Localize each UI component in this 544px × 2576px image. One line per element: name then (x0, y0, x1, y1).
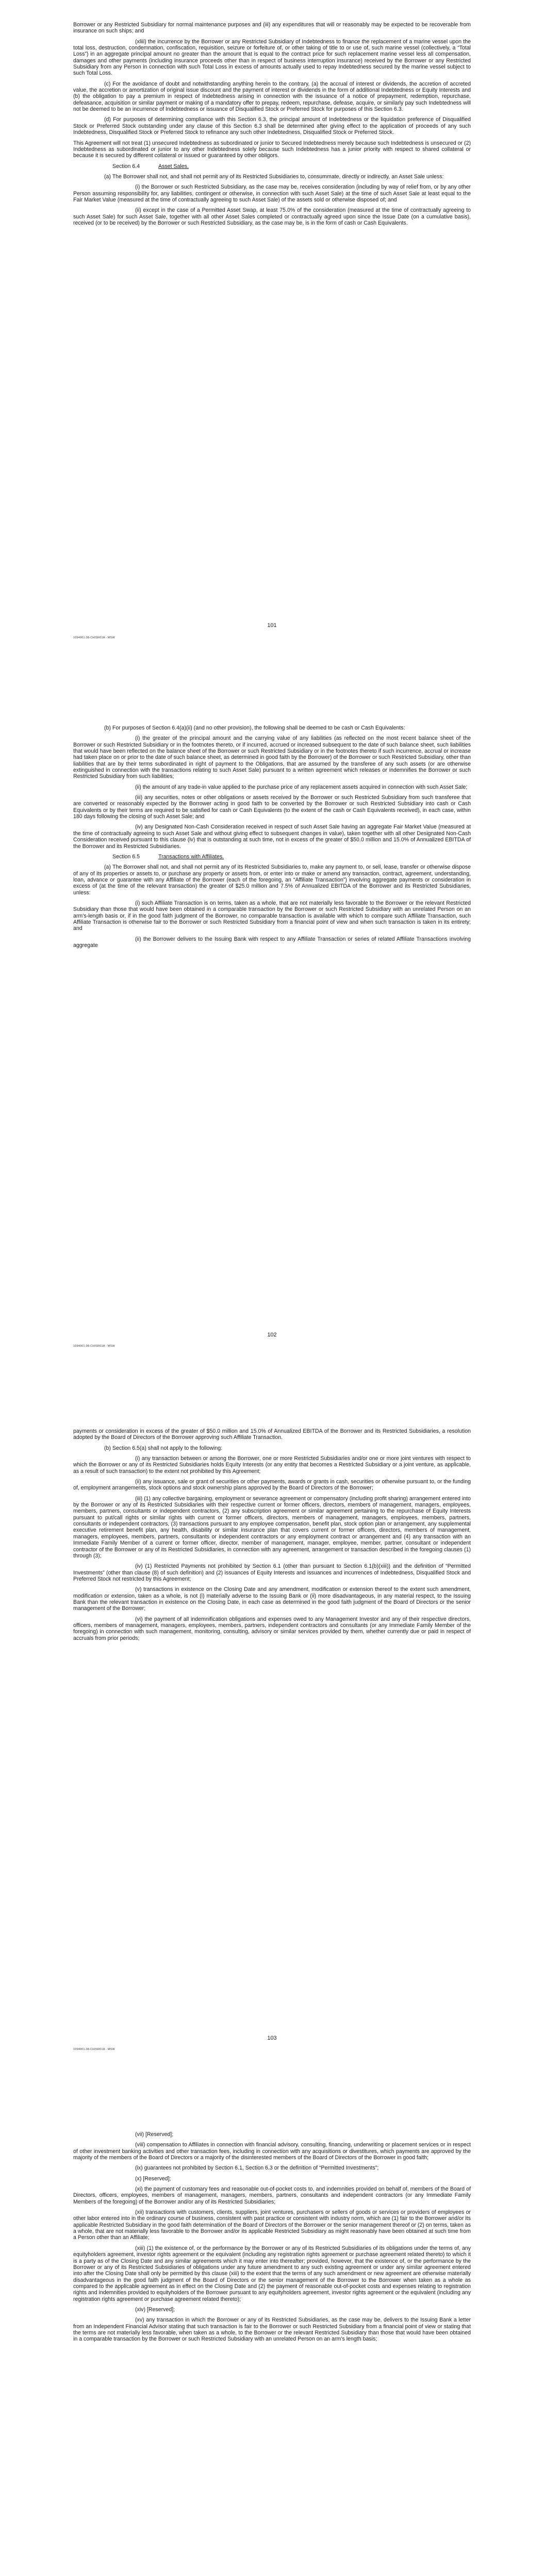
page-footer: 1094001.08-CHISR01A - MSW (73, 2048, 115, 2051)
page-body (73, 22, 471, 226)
paragraph: (viii) compensation to Affiliates in connection with financial advisory, consulting, financing, underwriting or placement services or in respect of other investment banking activities and other transaction fees, including in connection with any acquisitions or divestitures, which payments are approved by the majority of the members of the Board of Directors or a majority of the disinterested members of the Board of Directors of the Borrower in good faith; (73, 2142, 471, 2161)
paragraph: (iv) any Designated Non-Cash Consideration received in respect of such Asset Sale having an aggregate Fair Market Value (measured at the time of contractually agreeing to such Asset Sale and without giving effect to subsequent changes in value), taken together with all other Designated Non-Cash Consideration received pursuant to this clause (iv) that is outstanding at such time, not in excess of the greater of $50.0 million and 15.0% of Annualized EBITDA of the Borrower and its Restricted Subsidiaries. (73, 824, 471, 850)
paragraph: (a) The Borrower shall not, and shall not permit any of its Restricted Subsidiaries to, make any payment to, or sell, lease, transfer or otherwise dispose of any of its properties or assets to, or purchase any property or assets from, or enter into or make or amend any transaction, contract, agreement, understanding, loan, advance or guarantee with any Affiliate of the Borrower (each of the foregoing, an “Affiliate Transaction”) involving aggregate payments or consideration in excess of (at the time of the relevant transaction) the greater of $25.0 million and 7.5% of Annualized EBITDA of the Borrower and its Restricted Subsidiaries, unless: (73, 864, 471, 896)
page-number: 102 (267, 1332, 277, 1338)
page-body (73, 2131, 471, 2343)
paragraph: (iv) (1) Restricted Payments not prohibited by Section 6.1 (other than pursuant to Section 6.1(b)(xiii)) and the definition of “Permitted Investments” (other than clause (8) of such definition) and (2) issuances of Equity Interests and issuances and incurrences of Indebtedness, Disqualified Stock and Preferred Stock not restricted by this Agreement; (73, 1563, 471, 1582)
page-body (73, 725, 471, 948)
paragraph: (xiv) [Reserved]; (135, 2306, 175, 2313)
page-footer: 1094001.08-CHISR01A - MSW (73, 1345, 115, 1348)
paragraph: (xii) transactions with customers, clients, suppliers, joint ventures, purchasers or sellers of goods or services or providers of employees or other labor entered into in the ordinary course of business, consistent with past practice or consistent with industry norm, which are (1) fair to the Borrower and/or its applicable Restricted Subsidiary in the good faith determination of the Board of Directors of the Borrower or the senior management thereof or (2) on terms, taken as a whole, that are not materially less favorable to the Borrower and/or its applicable Restricted Subsidiary as might reasonably have been obtained at such time from a Person other than an Affiliate; (73, 2209, 471, 2241)
paragraph: (ii) the amount of any trade-in value applied to the purchase price of any replacement assets acquired in connection with such Asset Sale; (135, 784, 468, 790)
paragraph: (b) For purposes of Section 6.4(a)(ii) (and no other provision), the following shall be deemed to be cash or Cash Equivalents: (104, 725, 405, 731)
paragraph: (ii) the Borrower delivers to the Issuing Bank with respect to any Affiliate Transaction or series of related Affiliate Transactions involving aggregate (73, 936, 471, 948)
section-title: Transactions with Affiliates. (158, 853, 224, 860)
page (0, 2110, 544, 2576)
paragraph: (ix) guarantees not prohibited by Section 6.1, Section 6.3 or the definition of “Permitted Investments”; (135, 2165, 379, 2172)
paragraph: (vii) [Reserved]; (135, 2131, 174, 2138)
paragraph: (x) [Reserved]; (135, 2175, 171, 2182)
paragraph: (d) For purposes of determining compliance with this Section 6.3, the principal amount of Indebtedness or the liquidation preference of Disqualified Stock or Preferred Stock outstanding under any clause of this Section 6.3 shall be determined after giving effect to the application of proceeds of any such Indebtedness, Disqualified Stock or Preferred Stock to refinance any such other Indebtedness, Disqualified Stock or Preferred Stock. (73, 116, 471, 136)
page-number: 101 (267, 622, 277, 629)
paragraph: (vi) the payment of all indemnification obligations and expenses owed to any Management Investor and any of their respective directors, officers, members of management, managers, employees, members, partners, independent contractors and consultants (or any Immediate Family Member of the foregoing) in connection with such management, monitoring, consulting, advisory or similar services provided by them, whether currently due or paid in respect of accruals from prior periods; (73, 1616, 471, 1641)
section-heading (73, 854, 471, 860)
paragraph: (i) the greater of the principal amount and the carrying value of any liabilities (as reflected on the most recent balance sheet of the Borrower or such Restricted Subsidiary or in the footnotes thereto, or if incurred, accrued or increased subsequent to the date of such balance sheet, such liabilities that would have been reflected on the balance sheet of the Borrower or such Restricted Subsidiary or in the footnotes thereto if such incurrence, accrual or increase had taken place on or prior to the date of such balance sheet, as determined in good faith by the Borrower) of the Borrower or such Restricted Subsidiary, other than liabilities that are by their terms subordinated in right of payment to the Obligations, that are assumed by the transferee of any such assets (or are otherwise extinguished in connection with the transactions relating to such Asset Sale) pursuant to a written agreement which releases or indemnifies the Borrower or such Restricted Subsidiary from such liabilities; (73, 735, 471, 780)
paragraph: (xi) the payment of customary fees and reasonable out-of-pocket costs to, and indemnities provided on behalf of, members of the Board of Directors, officers, employees, members of management, managers, members, partners, consultants and independent contractors (or any Immediate Family Members of the foregoing) of the Borrower and/or any of its Restricted Subsidiaries; (73, 2186, 471, 2205)
paragraph: (xiii) (1) the existence of, or the performance by the Borrower or any of its Restricted Subsidiaries of its obligations under the terms of, any equityholders agreement, investor rights agreement or the equivalent (including any registration rights agreement or purchase agreement related thereto) to which it is a party as of the Closing Date and any similar agreements which it may enter into thereafter; provided, however, that the existence of, or the performance by the Borrower or any of its Restricted Subsidiaries of obligations under any future amendment to any such existing agreement or under any similar agreement entered into after the Closing Date shall only be permitted by this clause (xiii) to the extent that the terms of any such amendment or new agreement are otherwise materially disadvantageous in the good faith judgment of the Board of Directors or the senior management of the Borrower to the Borrower when taken as a whole as compared to the applicable agreement as in effect on the Closing Date and (2) the payment of reasonable out-of-pocket costs and expenses relating to registration rights and indemnities provided to equityholders of the Borrower pursuant to any equityholders agreement, investor rights agreement or the equivalent (including any registration rights agreement or purchase agreement related thereto); (73, 2245, 471, 2302)
page-body (73, 1428, 471, 1641)
paragraph: (i) such Affiliate Transaction is on terms, taken as a whole, that are not materially less favorable to the Borrower or the relevant Restricted Subsidiary than those that would have been obtained in a comparable transaction by the Borrower or such Restricted Subsidiary with an unrelated Person on an arm’s-length basis or, if in the good faith judgment of the Borrower, no comparable transaction is available with which to compare such Affiliate Transaction, such Affiliate Transaction is otherwise fair to the Borrower or such Restricted Subsidiary from a financial point of view and when such transaction is taken in its entirety; and (73, 900, 471, 932)
page (0, 1406, 544, 2110)
paragraph: (xv) any transaction in which the Borrower or any of its Restricted Subsidiaries, as the case may be, delivers to the Issuing Bank a letter from an Independent Financial Advisor stating that such transaction is fair to the Borrower or such Restricted Subsidiary from a financial point of view or stating that the terms are not materially less favorable, when taken as a whole, to the Borrower or the relevant Restricted Subsidiary than those that would have been obtained in a comparable transaction by the Borrower or such Restricted Subsidiary with an unrelated Person on an arm’s length basis; (73, 2317, 471, 2343)
section-heading (73, 163, 471, 170)
page-footer: 1094001.08-CHISR01A - MSW (73, 636, 115, 639)
paragraph: Borrower or any Restricted Subsidiary for normal maintenance purposes and (iii) any expenditures that will or reasonably may be expected to be recoverable from insurance on such ships; and (73, 22, 471, 35)
paragraph: This Agreement will not treat (1) unsecured Indebtedness as subordinated or junior to Secured Indebtedness merely because such Indebtedness is unsecured or (2) Indebtedness as subordinated or junior to any other Indebtedness solely because such Indebtedness has a junior priority with respect to shared collateral or because it is secured by different collateral or issued or guaranteed by other obligors. (73, 140, 471, 159)
page (0, 0, 544, 703)
page (0, 703, 544, 1406)
paragraph: (ii) except in the case of a Permitted Asset Swap, at least 75.0% of the consideration (measured at the time of contractually agreeing to such Asset Sale) for such Asset Sale, together with all other Asset Sales completed or contractually agreed upon since the Issue Date (on a cumulative basis), received (or to be received) by the Borrower or such Restricted Subsidiary, as the case may be, is in the form of cash or Cash Equivalents. (73, 207, 471, 226)
paragraph: (c) For the avoidance of doubt and notwithstanding anything herein to the contrary, (a) the accrual of interest or dividends, the accretion of accreted value, the accretion or amortization of original issue discount and the payment of interest or dividends in the form of additional Indebtedness or Equity Interests and (b) the obligation to pay a premium in respect of Indebtedness arising in connection with the issuance of a notice of prepayment, redemption, repurchase, defeasance, acquisition or similar payment or making of a mandatory offer to prepay, redeem, repurchase, defease, acquire, or similarly pay such Indebtedness will not be deemed to be an incurrence of Indebtedness or issuance of Disqualified Stock or Preferred Stock for purposes of this Section 6.3. (73, 80, 471, 113)
page-number: 103 (267, 2035, 277, 2041)
paragraph: (i) any transaction between or among the Borrower, one or more Restricted Subsidiaries and/or one or more joint ventures with respect to which the Borrower or any of its Restricted Subsidiaries holds Equity Interests (or any entity that becomes a Restricted Subsidiary or a joint venture, as applicable, as a result of such transaction) to the extent not prohibited by this Agreement; (73, 1455, 471, 1475)
paragraph: (ii) any issuance, sale or grant of securities or other payments, awards or grants in cash, securities or otherwise pursuant to, or the funding of, employment arrangements, stock options and stock ownership plans approved by the Board of Directors of the Borrower; (73, 1479, 471, 1492)
paragraph: (i) the Borrower or such Restricted Subsidiary, as the case may be, receives consideration (including by way of relief from, or by any other Person assuming responsibility for, any liabilities, contingent or otherwise, in connection with such Asset Sale) at the time of such Asset Sale at least equal to the Fair Market Value (measured at the time of contractually agreeing to such Asset Sale) of the assets sold or otherwise disposed of; and (73, 184, 471, 203)
paragraph: (xliii) the incurrence by the Borrower or any Restricted Subsidiary of Indebtedness to finance the replacement of a marine vessel upon the total loss, destruction, condemnation, confiscation, requisition, seizure or forfeiture of, or other taking of title to or use of, such marine vessel (collectively, a “Total Loss”) in an aggregate principal amount no greater than the amount that is equal to the contract price for such replacement marine vessel less all compensation, damages and other payments (including insurance proceeds other than in respect of business interruption insurance) received by the Borrower or any Restricted Subsidiary from any Person in connection with such Total Loss in excess of amounts actually used to repay Indebtedness secured by the marine vessel subject to such Total Loss. (73, 38, 471, 77)
paragraph: (iii) (1) any collective bargaining, employment or severance agreement or compensatory (including profit sharing) arrangement entered into by the Borrower or any of its Restricted Subsidiaries with their respective current or former officers, directors, members of management, managers, employees, members, partners, consultants or independent contractors, (2) any subscription agreement or similar agreement pertaining to the repurchase of Equity Interests pursuant to put/call rights or similar rights with current or former officers, directors, members of management, managers, employees, members, partners, consultants or independent contractors, (3) transactions pursuant to any employee compensation, benefit plan, stock option plan or arrangement, any supplemental executive retirement benefit plan, any health, disability or similar insurance plan that covers current or former officers, directors, members of management, managers, employees, members, partners, consultants or independent contractors or any employment contract or arrangement and (4) any transaction with an Immediate Family Member of a current or former officer, director, member of management, manager, employee, member, partner, consultant or independent contractor of the Borrower or any of its Restricted Subsidiaries, in connection with any agreement, arrangement or transaction described in the foregoing clauses (1) through (3); (73, 1495, 471, 1559)
paragraph: (v) transactions in existence on the Closing Date and any amendment, modification or extension thereof to the extent such amendment, modification or extension, taken as a whole, is not (i) materially adverse to the Issuing Bank or (ii) more disadvantageous, in any material respect, to the Issuing Bank than the relevant transaction in existence on the Closing Date, in each case as determined in the good faith judgment of the Board of Directors or the senior management of the Borrower; (73, 1586, 471, 1612)
paragraph: (iii) any securities, notes or other obligations or assets received by the Borrower or such Restricted Subsidiary from such transferee that are converted or reasonably expected by the Borrower acting in good faith to be converted by the Borrower or such Restricted Subsidiary into cash or Cash Equivalents or by their terms are required to be satisfied for cash or Cash Equivalents (to the extent of the cash or Cash Equivalents received), in each case, within 180 days following the closing of such Asset Sale; and (73, 794, 471, 820)
paragraph: (b) Section 6.5(a) shall not apply to the following: (104, 1445, 223, 1451)
section-number: Section 6.5 (112, 853, 140, 860)
paragraph: (a) The Borrower shall not, and shall not permit any of its Restricted Subsidiaries to, consummate, directly or indirectly, an Asset Sale unless: (104, 173, 444, 180)
section-number: Section 6.4 (112, 163, 140, 170)
paragraph: payments or consideration in excess of the greater of $50.0 million and 15.0% of Annualized EBITDA of the Borrower and its Restricted Subsidiaries, a resolution adopted by the Board of Directors of the Borrower approving such Affiliate Transaction. (73, 1428, 471, 1441)
section-title: Asset Sales. (158, 163, 189, 170)
